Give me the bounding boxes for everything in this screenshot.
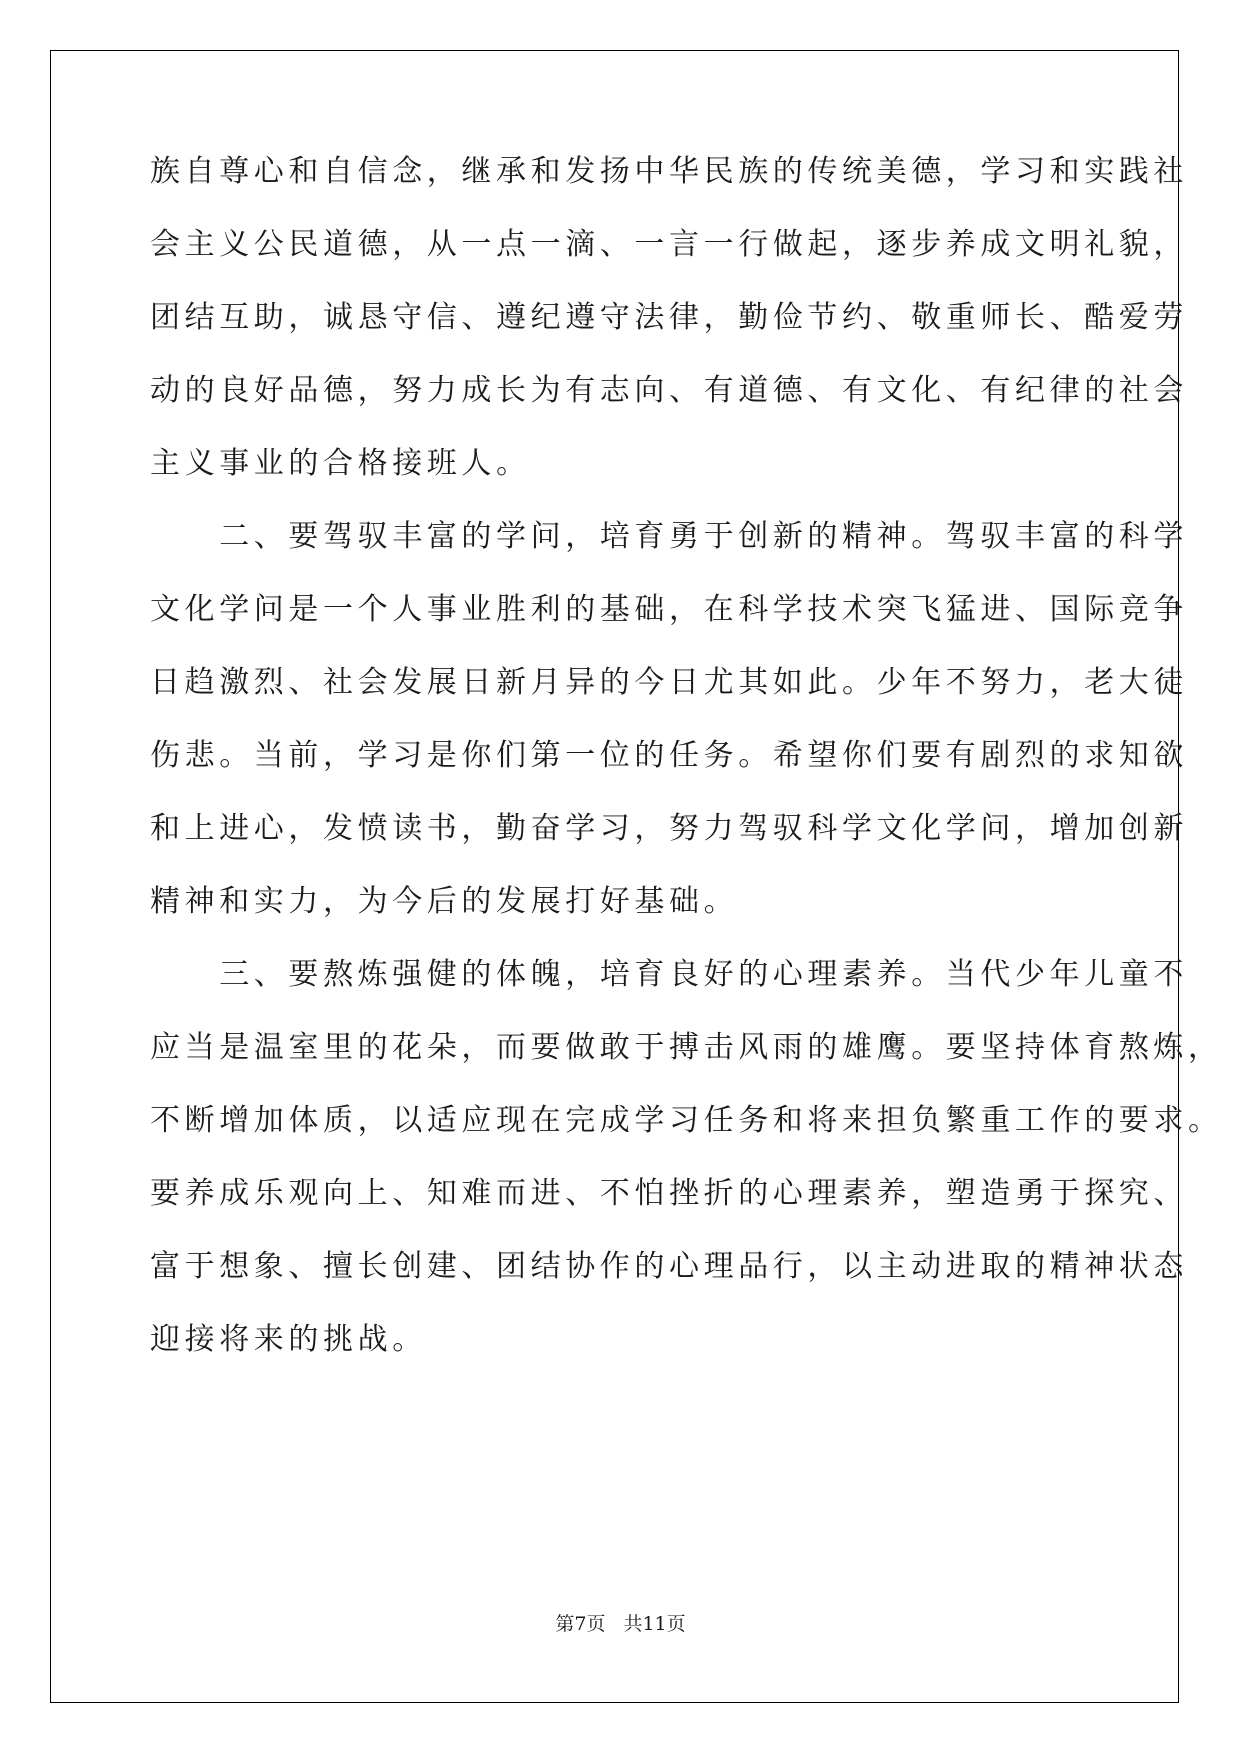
- text-line: 三、要熬炼强健的体魄，培育良好的心理素养。当代少年儿童不: [150, 957, 1188, 992]
- page-footer: [0, 1612, 1241, 1636]
- text-line: 会主义公民道德，从一点一滴、一言一行做起，逐步养成文明礼貌，: [150, 227, 1188, 262]
- text-line: 不断增加体质，以适应现在完成学习任务和将来担负繁重工作的要求。: [150, 1103, 1223, 1138]
- text-line: 动的良好品德，努力成长为有志向、有道德、有文化、有纪律的社会: [150, 373, 1188, 408]
- text-line: 精神和实力，为今后的发展打好基础。: [150, 884, 739, 919]
- text-line: 应当是温室里的花朵，而要做敢于搏击风雨的雄鹰。要坚持体育熬炼，: [150, 1030, 1223, 1065]
- text-line: 富于想象、擅长创建、团结协作的心理品行，以主动进取的精神状态: [150, 1249, 1188, 1284]
- text-line: 和上进心，发愤读书，勤奋学习，努力驾驭科学文化学问，增加创新: [150, 811, 1188, 846]
- text-line: 团结互助，诚恳守信、遵纪遵守法律，勤俭节约、敬重师长、酷爱劳: [150, 300, 1188, 335]
- page-number-current: 第7页: [555, 1613, 606, 1635]
- text-line: 主义事业的合格接班人。: [150, 446, 531, 481]
- text-line: 文化学问是一个人事业胜利的基础，在科学技术突飞猛进、国际竞争: [150, 592, 1188, 627]
- text-line: 要养成乐观向上、知难而进、不怕挫折的心理素养，塑造勇于探究、: [150, 1176, 1188, 1211]
- text-line: 迎接将来的挑战。: [150, 1322, 427, 1357]
- page-number-total: 共11页: [623, 1613, 686, 1635]
- text-line: 伤悲。当前，学习是你们第一位的任务。希望你们要有剧烈的求知欲: [150, 738, 1188, 773]
- text-line: 日趋激烈、社会发展日新月异的今日尤其如此。少年不努力，老大徒: [150, 665, 1188, 700]
- text-line: 二、要驾驭丰富的学问，培育勇于创新的精神。驾驭丰富的科学: [150, 519, 1188, 554]
- text-line: 族自尊心和自信念，继承和发扬中华民族的传统美德，学习和实践社: [150, 154, 1188, 189]
